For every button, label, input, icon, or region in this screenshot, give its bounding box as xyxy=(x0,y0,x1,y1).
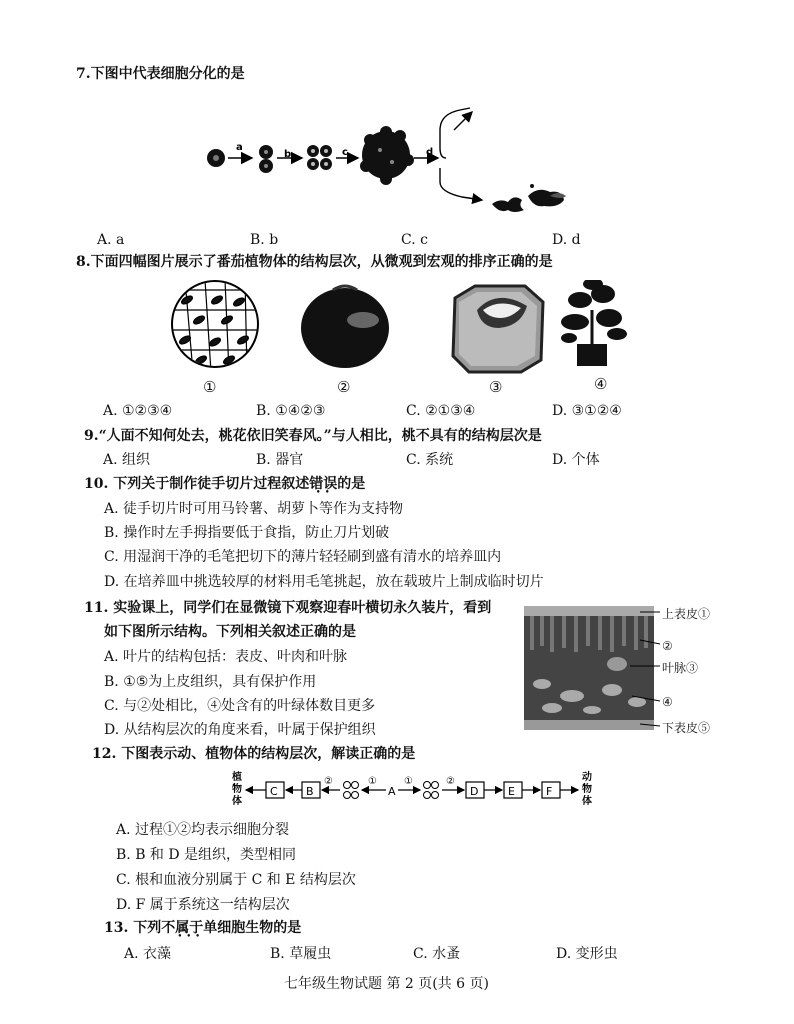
q10-option-a[interactable]: A. 徒手切片时可用马铃薯、胡萝卜等作为支持物 xyxy=(104,501,404,517)
q13-stem: 13. 下列不属于 • • •单细胞生物的是 xyxy=(104,918,301,938)
left-step-1: ① xyxy=(368,776,377,787)
box-e-label: E xyxy=(508,785,515,798)
cell-cluster xyxy=(360,126,414,185)
q13-option-c[interactable]: C. 水蚤 xyxy=(413,946,461,962)
q12-option-a[interactable]: A. 过程①②均表示细胞分裂 xyxy=(116,822,290,838)
q8-option-a[interactable]: A. ①②③④ xyxy=(103,403,173,419)
q11-label-vein: 叶脉③ xyxy=(662,661,699,675)
center-a: A xyxy=(388,785,396,798)
step-a-label: a xyxy=(236,142,243,153)
q8-fig-label-1: ① xyxy=(203,378,217,396)
q11-option-b[interactable]: B. ①⑤为上皮组织，具有保护作用 xyxy=(104,674,317,690)
q13-emphasis: 属于 • • • xyxy=(175,918,203,938)
q11-label-4: ④ xyxy=(662,695,673,709)
q9-option-b[interactable]: B. 器官 xyxy=(256,452,304,468)
page-footer: 七年级生物试题 第 2 页(共 6 页) xyxy=(284,976,489,992)
left-step-2: ② xyxy=(324,776,333,787)
q8-stem: 8.下面四幅图片展示了番茄植物体的结构层次，从微观到宏观的排序正确的是 xyxy=(76,254,553,270)
right-step-1: ① xyxy=(404,776,413,787)
q9-option-c[interactable]: C. 系统 xyxy=(406,452,454,468)
q11-option-d[interactable]: D. 从结构层次的角度来看，叶属于保护组织 xyxy=(104,722,376,738)
q13-option-a[interactable]: A. 衣藻 xyxy=(124,946,172,962)
svg-text:体: 体 xyxy=(232,796,242,807)
q8-option-b[interactable]: B. ①④②③ xyxy=(256,403,326,419)
q7-option-a[interactable]: A. a xyxy=(97,232,125,248)
q8-tomato-figures xyxy=(165,280,645,398)
q10-option-d[interactable]: D. 在培养皿中挑选较厚的材料用毛笔挑起，放在载玻片上制成临时切片 xyxy=(104,574,544,590)
q12-option-c[interactable]: C. 根和血液分别属于 C 和 E 结构层次 xyxy=(116,872,356,888)
q13-option-d[interactable]: D. 变形虫 xyxy=(556,946,618,962)
box-d-label: D xyxy=(470,785,479,798)
plant-body-label: 植 xyxy=(232,772,242,783)
figure-4-plant xyxy=(561,280,627,366)
q11-label-2: ② xyxy=(662,639,673,653)
step-b-label: b xyxy=(284,149,292,160)
q11-label-lower-epidermis: 下表皮⑤ xyxy=(662,721,711,735)
q11-option-a[interactable]: A. 叶片的结构包括：表皮、叶肉和叶脉 xyxy=(104,649,348,665)
q8-fig-label-2: ② xyxy=(337,378,351,396)
q12-option-b[interactable]: B. B 和 D 是组织，类型相同 xyxy=(116,847,297,863)
box-b-label: B xyxy=(306,785,314,798)
left-cells xyxy=(344,782,359,799)
q11-leaf-section-figure xyxy=(522,604,668,732)
figure-3-cell xyxy=(453,286,543,372)
differentiated-cells xyxy=(492,184,566,212)
q12-stem: 12. 下图表示动、植物体的结构层次，解读正确的是 xyxy=(92,746,416,762)
q12-option-d[interactable]: D. F 属于系统这一结构层次 xyxy=(116,897,290,913)
step-d-label: d xyxy=(426,147,434,158)
figure-2-fruit xyxy=(301,286,389,368)
right-step-2: ② xyxy=(446,776,455,787)
q10-option-b[interactable]: B. 操作时左手拇指要低于食指，防止刀片划破 xyxy=(104,525,390,541)
q10-emphasis: 错误 • • xyxy=(309,474,337,494)
q7-option-d[interactable]: D. d xyxy=(552,232,581,248)
q11-label-upper-epidermis: 上表皮① xyxy=(662,607,711,621)
svg-text:物: 物 xyxy=(582,784,592,795)
q11-stem-line1: 11. 实验课上，同学们在显微镜下观察迎春叶横切永久装片，看到 xyxy=(84,600,492,616)
q9-stem: 9.“人面不知何处去，桃花依旧笑春风。”与人相比，桃不具有的结构层次是 xyxy=(84,428,542,444)
svg-text:体: 体 xyxy=(582,796,592,807)
q7-option-c[interactable]: C. c xyxy=(401,232,428,248)
q8-option-d[interactable]: D. ③①②④ xyxy=(552,403,622,419)
four-cells xyxy=(307,145,332,170)
q8-fig-label-4: ④ xyxy=(594,375,608,393)
q8-fig-label-3: ③ xyxy=(489,378,503,396)
q7-stem: 7.下图中代表细胞分化的是 xyxy=(76,66,245,82)
q7-cell-division-figure xyxy=(200,100,590,225)
box-c-label: C xyxy=(270,785,278,798)
q12-hierarchy-diagram xyxy=(228,768,608,812)
q9-option-d[interactable]: D. 个体 xyxy=(552,452,600,468)
q13-option-b[interactable]: B. 草履虫 xyxy=(270,946,332,962)
q8-option-c[interactable]: C. ②①③④ xyxy=(406,403,476,419)
box-f-label: F xyxy=(546,785,553,798)
q10-stem: 10. 下列关于制作徒手切片过程叙述错误 • •的是 xyxy=(84,474,365,494)
q11-stem-line2: 如下图所示结构。下列相关叙述正确的是 xyxy=(104,624,356,640)
figure-1-tissue xyxy=(172,280,258,372)
step-c-label: c xyxy=(342,147,348,158)
right-cells xyxy=(424,782,439,799)
q10-option-c[interactable]: C. 用湿润干净的毛笔把切下的薄片轻轻刷到盛有清水的培养皿内 xyxy=(104,549,502,565)
animal-body-label: 动 xyxy=(582,772,592,783)
q7-option-b[interactable]: B. b xyxy=(250,232,279,248)
svg-text:物: 物 xyxy=(232,784,242,795)
q9-option-a[interactable]: A. 组织 xyxy=(103,452,151,468)
q11-option-c[interactable]: C. 与②处相比，④处含有的叶绿体数目更多 xyxy=(104,698,376,714)
